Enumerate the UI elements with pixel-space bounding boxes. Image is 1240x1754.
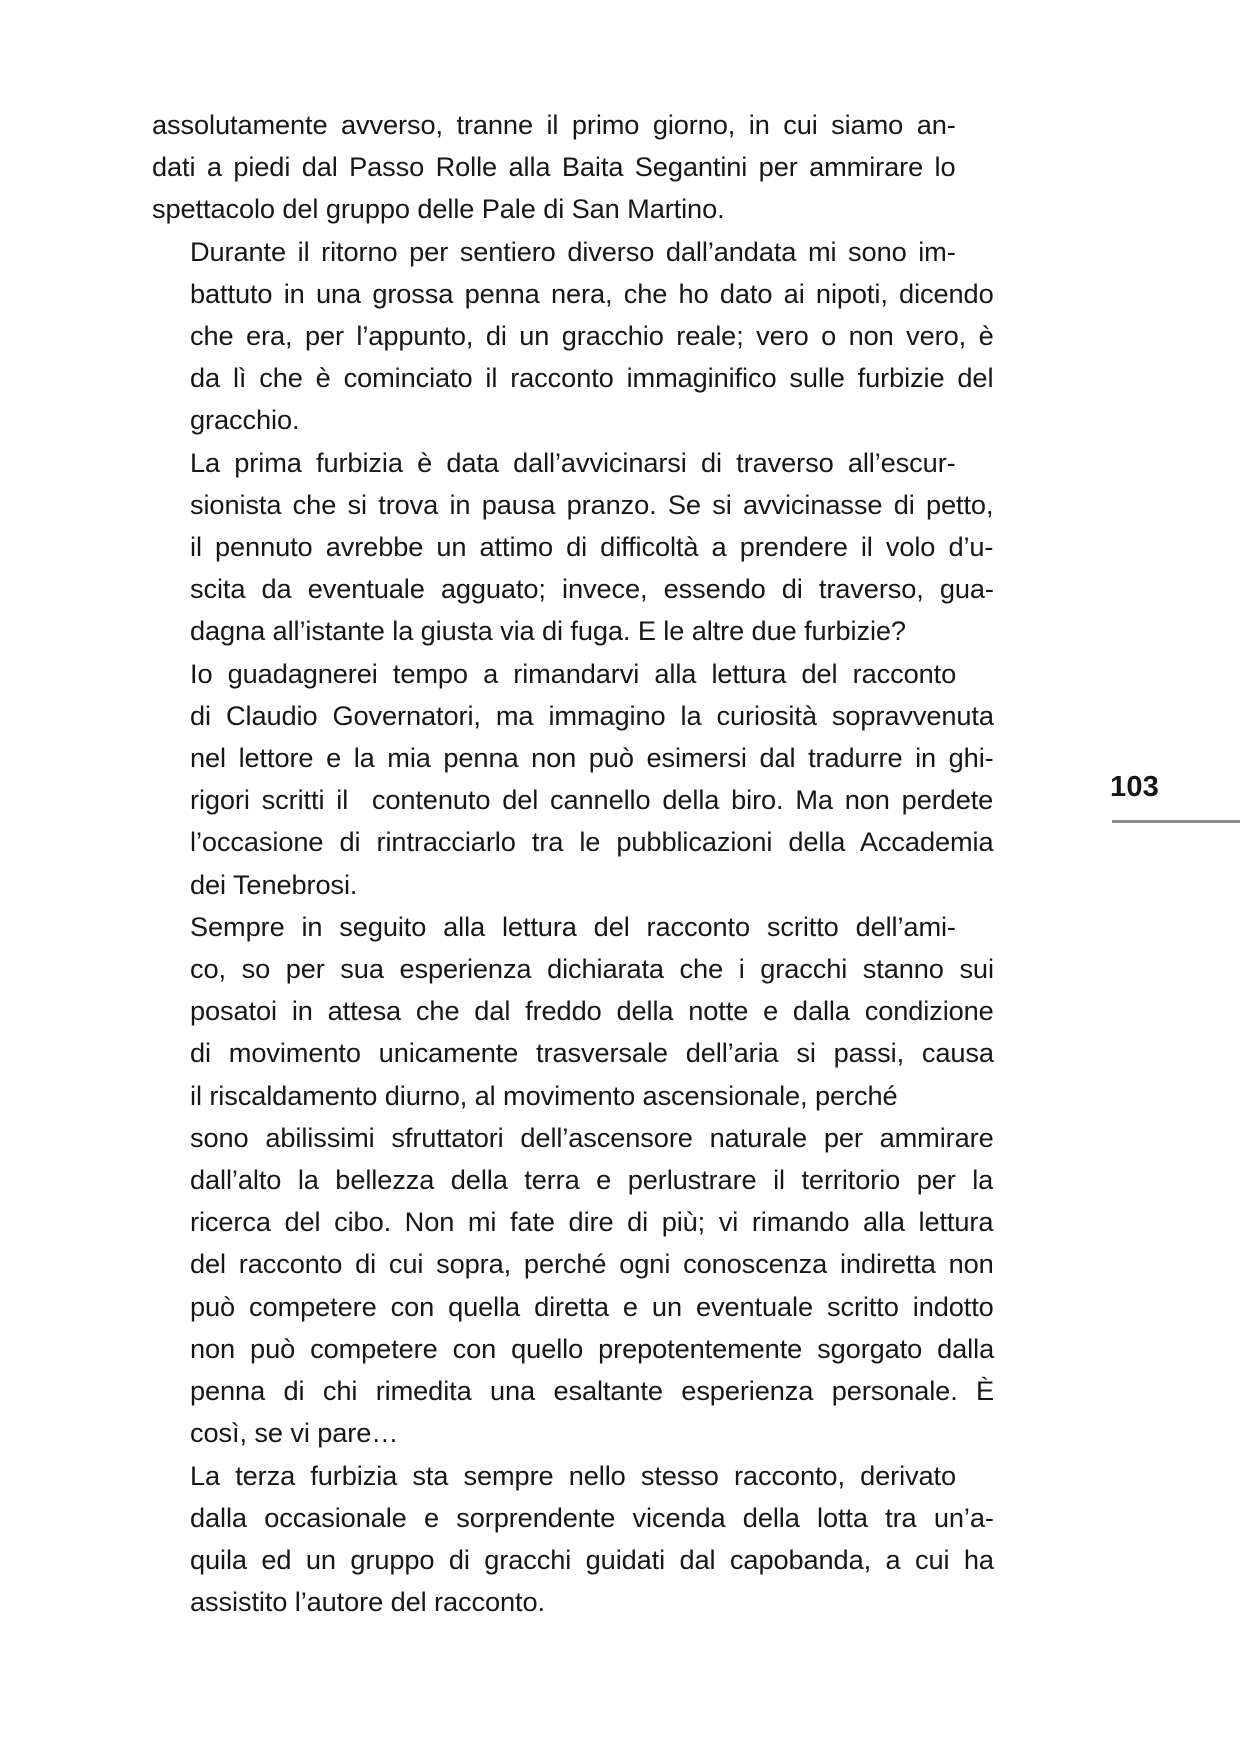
text-line: sono abilissimi sfruttatori dell’ascensore naturale per ammirare xyxy=(190,1121,994,1153)
text-line: il riscaldamento diurno, al movimento ascensionale, perché xyxy=(190,1079,898,1111)
text-line: La prima furbizia è data dall’avvicinarsi di traverso all’escur- xyxy=(190,446,956,478)
text-line: Durante il ritorno per sentiero diverso dall’andata mi sono im- xyxy=(190,235,956,267)
text-line: sionista che si trova in pausa pranzo. Se si avvicinasse di petto, xyxy=(190,488,994,520)
text-line: può competere con quella diretta e un eventuale scritto indotto xyxy=(190,1290,994,1322)
paragraph xyxy=(152,231,994,442)
paragraph xyxy=(152,906,995,1455)
paragraph xyxy=(152,1455,994,1624)
text-line: del racconto di cui sopra, perché ogni conoscenza indiretta non xyxy=(190,1248,994,1280)
paragraph xyxy=(152,104,962,231)
text-line: dei Tenebrosi. xyxy=(190,868,358,900)
text-line: assistito l’autore del racconto. xyxy=(190,1586,545,1618)
text-line: di Claudio Governatori, ma immagino la curiosità sopravvenuta xyxy=(190,699,994,731)
text-line: La terza furbizia sta sempre nello stesso racconto, derivato xyxy=(190,1459,956,1491)
text-line: di movimento unicamente trasversale dell’aria si passi, causa xyxy=(190,1037,994,1069)
text-line: assolutamente avverso, tranne il primo giorno, in cui siamo an- xyxy=(152,109,956,140)
text-line: penna di chi rimedita una esaltante esperienza personale. È xyxy=(190,1375,995,1407)
text-line: così, se vi pare… xyxy=(190,1417,399,1449)
text-line: Io guadagnerei tempo a rimandarvi alla lettura del racconto xyxy=(190,657,957,689)
paragraph xyxy=(152,442,994,653)
text-line: scita da eventuale agguato; invece, essendo di traverso, gua- xyxy=(190,573,994,605)
text-line: nel lettore e la mia penna non può esimersi dal tradurre in ghi- xyxy=(190,742,994,774)
text-line: il pennuto avrebbe un attimo di difficoltà a prendere il volo d’u- xyxy=(190,531,994,563)
paragraph xyxy=(152,653,994,906)
text-line: quila ed un gruppo di gracchi guidati dal capobanda, a cui ha xyxy=(190,1543,994,1575)
text-line: battuto in una grossa penna nera, che ho dato ai nipoti, dicendo xyxy=(190,277,994,309)
text-line: rigori scritti il contenuto del cannello della biro. Ma non perdete xyxy=(190,784,994,816)
text-line: co, so per sua esperienza dichiarata che i gracchi stanno sui xyxy=(190,953,994,985)
text-line: dall’alto la bellezza della terra e perlustrare il territorio per la xyxy=(190,1164,994,1196)
text-line: ricerca del cibo. Non mi fate dire di più; vi rimando alla lettura xyxy=(190,1206,994,1238)
text-line: spettacolo del gruppo delle Pale di San Martino. xyxy=(152,193,725,225)
text-line: non può competere con quello prepotentemente sgorgato dalla xyxy=(190,1332,995,1364)
text-line: gracchio. xyxy=(190,404,300,436)
folio-rule xyxy=(1112,820,1240,823)
text-line: che era, per l’appunto, di un gracchio reale; vero o non vero, è xyxy=(190,320,994,352)
text-line: dalla occasionale e sorprendente vicenda della lotta tra un’a- xyxy=(190,1501,994,1533)
text-line: da lì che è cominciato il racconto immaginifico sulle furbizie del xyxy=(190,362,994,394)
text-line: dagna all’istante la giusta via di fuga. E le altre due furbizie? xyxy=(190,615,906,647)
text-line: posatoi in attesa che dal freddo della notte e dalla condizione xyxy=(190,995,994,1027)
folio-block xyxy=(1110,770,1240,804)
text-line: dati a piedi dal Passo Rolle alla Baita Segantini per ammirare lo xyxy=(152,151,956,183)
text-line: l’occasione di rintracciarlo tra le pubblicazioni della Accademia xyxy=(190,826,994,858)
text-line: Sempre in seguito alla lettura del racconto scritto dell’ami- xyxy=(190,910,956,942)
body-text-column xyxy=(152,104,995,1623)
page-number: 103 xyxy=(1110,771,1159,803)
